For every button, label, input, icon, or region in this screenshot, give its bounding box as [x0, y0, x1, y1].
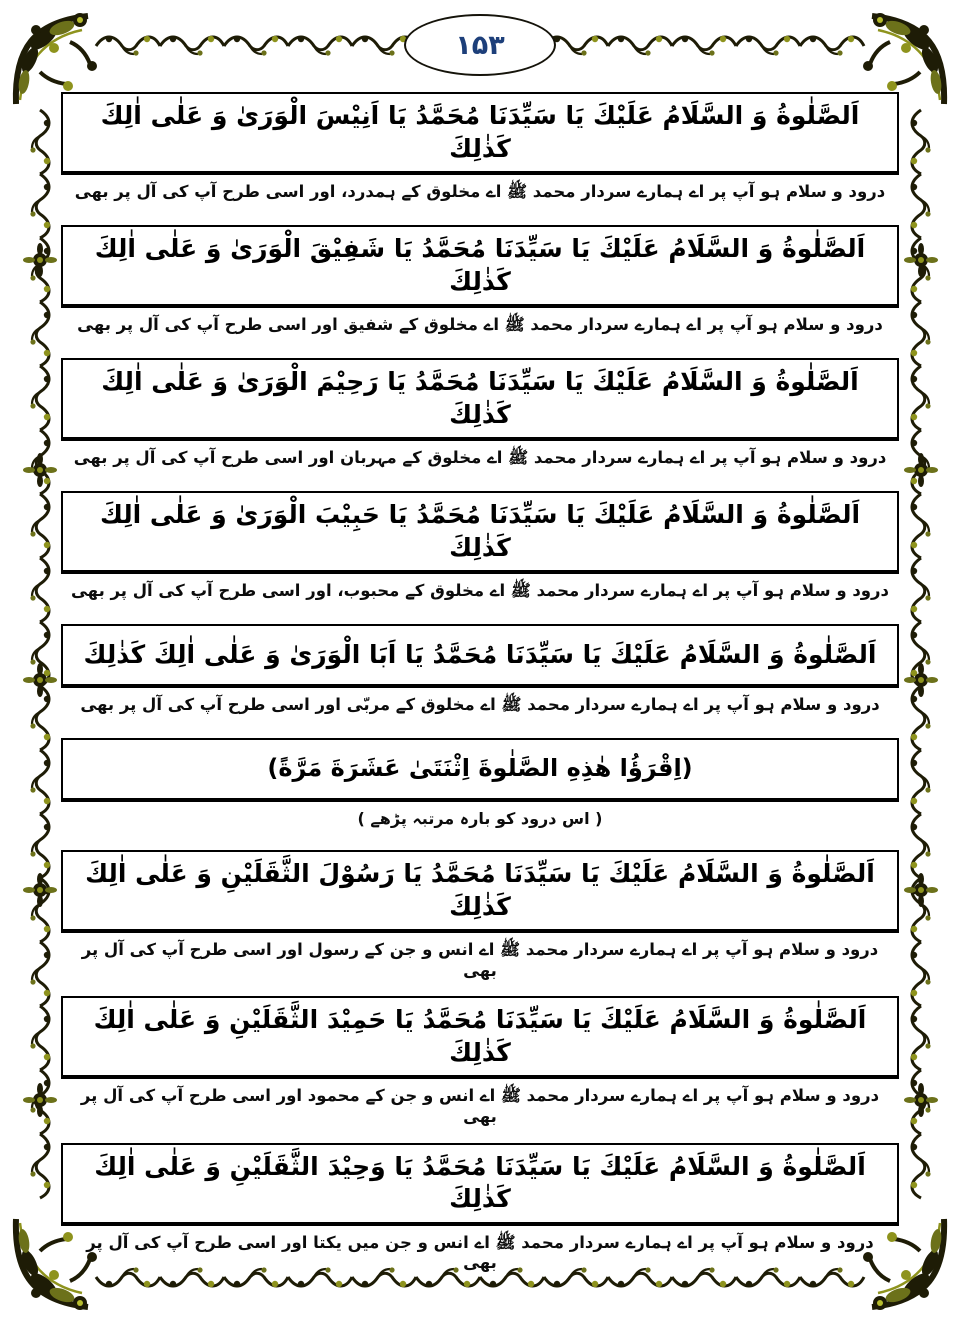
arabic-dua-box	[61, 850, 899, 933]
page-number-badge	[404, 14, 556, 76]
page-content	[61, 92, 899, 1289]
dua-block-5	[61, 624, 899, 723]
dua-block-4	[61, 491, 899, 609]
urdu-translation: درود و سلام ہو آپ پر اے ہمارے سردار محمد ﷺ اے انس و جن کے محمود اور اسی طرح آپ کی آل پر بھی	[80, 1086, 880, 1126]
urdu-translation: درود و سلام ہو آپ پر اے ہمارے سردار محمد ﷺ اے مخلوق کے محبوب، اور اسی طرح آپ کی آل پر بھی	[70, 581, 890, 600]
arabic-dua-box	[61, 491, 899, 574]
arabic-dua-text: اَلصَّلٰوةُ وَ السَّلَامُ عَلَيْكَ يَا سَيِّدَنَا مُحَمَّدُ يَا شَفِيْقَ الْوَرَىٰ وَ عَلٰى اٰلِكَ كَذٰلِكَ	[94, 234, 866, 296]
arabic-instruction-box	[61, 738, 899, 802]
arabic-dua-box	[61, 225, 899, 308]
arabic-dua-text: اَلصَّلٰوةُ وَ السَّلَامُ عَلَيْكَ يَا سَيِّدَنَا مُحَمَّدُ يَا وَحِيْدَ الثَّقَلَيْنِ وَ عَلٰى اٰلِكَ كَذٰلِكَ	[94, 1151, 866, 1213]
arabic-dua-box	[61, 1143, 899, 1226]
urdu-translation: درود و سلام ہو آپ پر اے ہمارے سردار محمد ﷺ اے انس و جن کے رسول اور اسی طرح آپ کی آل پر بھی	[81, 940, 879, 980]
arabic-dua-text: اَلصَّلٰوةُ وَ السَّلَامُ عَلَيْكَ يَا سَيِّدَنَا مُحَمَّدُ يَا حَبِيْبَ الْوَرَىٰ وَ عَلٰى اٰلِكَ كَذٰلِكَ	[99, 500, 861, 562]
arabic-dua-text: اَلصَّلٰوةُ وَ السَّلَامُ عَلَيْكَ يَا سَيِّدَنَا مُحَمَّدُ يَا رَسُوْلَ الثَّقَلَيْنِ وَ عَلٰى اٰلِكَ كَذٰلِكَ	[85, 859, 875, 921]
arabic-dua-text: اَلصَّلٰوةُ وَ السَّلَامُ عَلَيْكَ يَا سَيِّدَنَا مُحَمَّدُ يَا اَبَا الْوَرَىٰ وَ عَلٰى اٰلِكَ كَذٰلِكَ	[83, 639, 877, 669]
urdu-translation: درود و سلام ہو آپ پر اے ہمارے سردار محمد ﷺ اے مخلوق کے ہمدرد، اور اسی طرح آپ کی آل پر بھی	[74, 182, 886, 201]
urdu-translation: درود و سلام ہو آپ پر اے ہمارے سردار محمد ﷺ اے انس و جن میں یکتا اور اسی طرح آپ کی آل پر بھی	[86, 1232, 874, 1273]
arabic-dua-box	[61, 624, 899, 688]
urdu-instruction: ( اس درود کو بارہ مرتبہ پڑھے )	[357, 809, 603, 828]
dua-block-8	[61, 1143, 899, 1274]
arabic-dua-text: اَلصَّلٰوةُ وَ السَّلَامُ عَلَيْكَ يَا سَيِّدَنَا مُحَمَّدُ يَا رَحِيْمَ الْوَرَىٰ وَ عَلٰى اٰلِكَ كَذٰلِكَ	[101, 367, 859, 429]
dua-block-1	[61, 92, 899, 210]
urdu-translation: درود و سلام ہو آپ پر اے ہمارے سردار محمد ﷺ اے مخلوق کے مربّی اور اسی طرح آپ کی آل پر بھی	[80, 695, 880, 714]
dua-block-2	[61, 225, 899, 343]
urdu-translation: درود و سلام ہو آپ پر اے ہمارے سردار محمد ﷺ اے مخلوق کے شفیق اور اسی طرح آپ کی آل پر بھی	[77, 315, 883, 334]
dua-block-6	[61, 850, 899, 981]
arabic-dua-box	[61, 358, 899, 441]
page-number: ۱۵۳	[455, 29, 505, 61]
arabic-dua-text: اَلصَّلٰوةُ وَ السَّلَامُ عَلَيْكَ يَا سَيِّدَنَا مُحَمَّدُ يَا اَنِيْسَ الْوَرَىٰ وَ عَلٰى اٰلِكَ كَذٰلِكَ	[100, 101, 860, 163]
dua-block-7	[61, 996, 899, 1127]
arabic-dua-box	[61, 92, 899, 175]
urdu-translation: درود و سلام ہو آپ پر اے ہمارے سردار محمد ﷺ اے مخلوق کے مہربان اور اسی طرح آپ کی آل پر بھی	[73, 448, 887, 467]
arabic-dua-text: اَلصَّلٰوةُ وَ السَّلَامُ عَلَيْكَ يَا سَيِّدَنَا مُحَمَّدُ يَا حَمِيْدَ الثَّقَلَيْنِ وَ عَلٰى اٰلِكَ كَذٰلِكَ	[93, 1005, 867, 1067]
arabic-instruction-text: (اِقْرَؤُا هٰذِهِ الصَّلٰوةَ اِثْنَتَىٰ عَشَرَةَ مَرَّةً)	[267, 754, 693, 783]
instruction-block	[61, 738, 899, 837]
arabic-dua-box	[61, 996, 899, 1079]
dua-block-3	[61, 358, 899, 476]
